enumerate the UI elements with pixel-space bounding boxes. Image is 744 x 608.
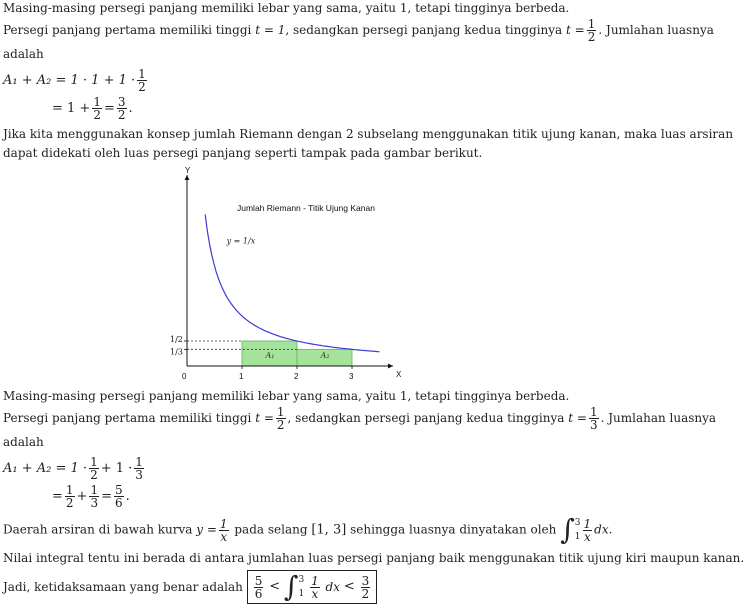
chart-title: Jumlah Riemann - Titik Ujung Kanan	[237, 203, 375, 213]
equation-1-line-2: = 1 + $\frac{1}{2}$ = $\frac{3}{2}$ .	[52, 95, 133, 122]
equation-2-line-1: A₁ + A₂ = 1 · $\frac{1}{2}$ + 1 · $\frac{1}{3}$	[3, 455, 143, 482]
x-tick-label-1: 1	[239, 372, 244, 381]
paragraph-5: Masing-masing persegi panjang memiliki lebar yang sama, yaitu 1, tetapi tingginya berbeda.	[3, 389, 570, 403]
x-tick-label-3: 3	[349, 372, 354, 381]
equation-1-line-1: A₁ + A₂ = 1 · 1 + 1 · $\frac{1}{2}$	[3, 67, 146, 94]
paragraph-2-end: adalah	[3, 47, 44, 61]
curve-label: y = 1/x	[226, 236, 256, 246]
p2-text-c: . Jumlahan luasnya	[598, 23, 714, 37]
x-tick-label-2: 2	[294, 372, 299, 381]
y-axis-arrow	[185, 175, 190, 180]
y-axis-label: Y	[185, 166, 191, 175]
x-axis-arrow	[388, 364, 393, 369]
p2-text-a: Persegi panjang pertama memiliki tinggi	[3, 23, 256, 37]
answer-box: $\frac{5}{6}$ < ∫ 3 1 $\frac{1}{x}$ dx < $\frac{3}{2}$	[247, 570, 377, 604]
y-tick-label-0: 1/2	[170, 335, 183, 344]
paragraph-8: Nilai integral tentu ini berada di antara jumlahan luas persegi panjang baik menggunakan titik ujung kiri maupun kanan.	[3, 551, 744, 565]
paragraph-9: Jadi, ketidaksamaan yang benar adalah $\frac{5}{6}$ < ∫ 3 1 $\frac{1}{x}$ dx < $\frac{3}{2}$	[3, 570, 377, 604]
paragraph-6-end: adalah	[3, 435, 44, 449]
integral-sign: ∫	[560, 513, 575, 546]
paragraph-2	[3, 18, 714, 43]
equation-2-line-2: = $\frac{1}{2}$ + $\frac{1}{3}$ = $\frac{5}{6}$ .	[52, 483, 130, 510]
paragraph-1: Masing-masing persegi panjang memiliki lebar yang sama, yaitu 1, tetapi tingginya berbeda.	[3, 1, 570, 15]
paragraph-3: Jika kita menggunakan konsep jumlah Riemann dengan 2 subselang menggunakan titik ujung kanan, maka luas arsiran	[3, 127, 734, 141]
y-tick-label-1: 1/3	[170, 347, 183, 357]
riemann-chart	[165, 163, 405, 388]
riemann-rect-label-2: A₂	[320, 351, 330, 360]
x-tick-label-0: 0	[182, 372, 187, 381]
t-eq: t =	[566, 23, 585, 37]
paragraph-6: Persegi panjang pertama memiliki tinggi t = $\frac{1}{2}$ , sedangkan persegi panjang kedua tingginya t = $\frac{1}{3}$ . Jumlahan luasnya	[3, 405, 717, 432]
curve-1-over-x	[205, 215, 379, 352]
riemann-chart-svg	[165, 163, 405, 388]
t-eq-1: t = 1	[255, 23, 286, 37]
paragraph-7: Daerah arsiran di bawah kurva y = $\frac{1}{x}$ pada selang [1, 3] sehingga luasnya dinyatakan oleh ∫ 3 1 $\frac{1}{x}$ dx.	[3, 513, 613, 546]
fraction-half: $\frac{1}{2}$	[587, 17, 596, 44]
riemann-rect-label-1: A₁	[265, 351, 275, 360]
paragraph-4: dapat didekati oleh luas persegi panjang seperti tampak pada gambar berikut.	[3, 146, 483, 160]
p2-text-b: , sedangkan persegi panjang kedua tingginya	[285, 23, 567, 37]
x-axis-label: X	[396, 370, 402, 379]
